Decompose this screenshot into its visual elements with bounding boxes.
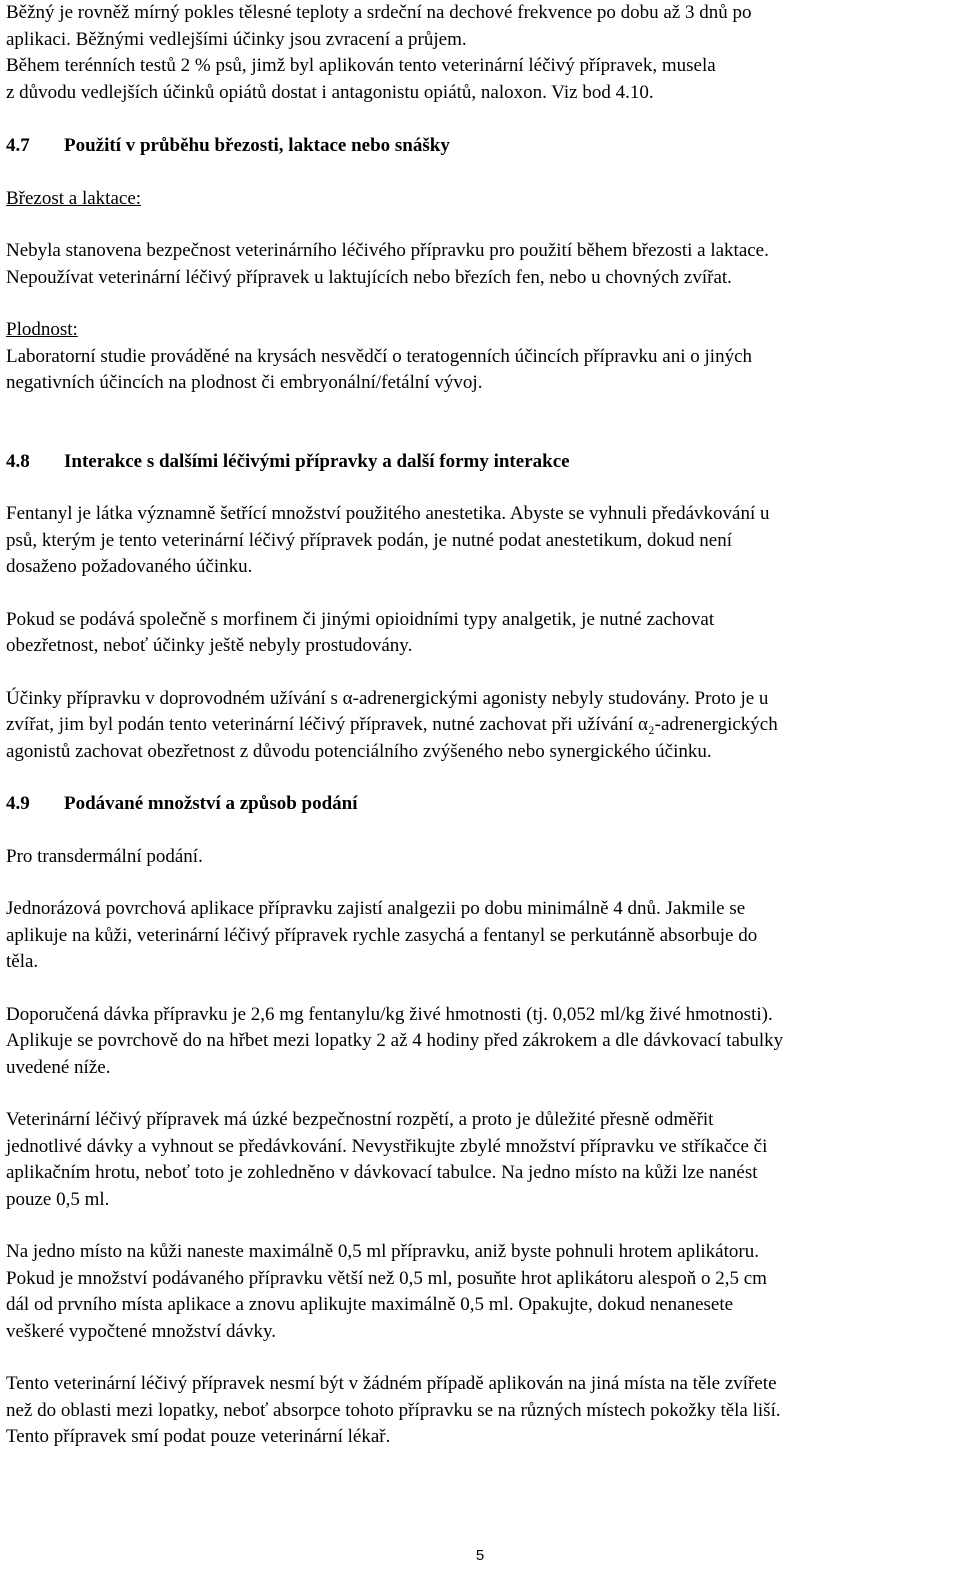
fertility-subheading: Plodnost: [6, 319, 78, 340]
paragraph-line: Veterinární léčivý přípravek má úzké bezpečnostní rozpětí, a proto je důležité přesně odměřit [6, 1109, 714, 1130]
paragraph-line: Doporučená dávka přípravku je 2,6 mg fentanylu/kg živé hmotnosti (tj. 0,052 ml/kg živé hmotnosti). [6, 1003, 773, 1025]
section-number: 4.8 [6, 450, 30, 472]
paragraph-line: těla. [6, 951, 39, 972]
dosage-paragraph-5 [6, 1239, 944, 1345]
paragraph-line: Laboratorní studie prováděné na krysách nesvědčí o teratogenních účincích přípravku ani o jiných [6, 345, 753, 367]
paragraph-line: obezřetnost, neboť účinky ještě nebyly prostudovány. [6, 635, 413, 656]
section-heading-4-7 [6, 133, 944, 160]
paragraph-line: negativních účincích na plodnost či embryonální/fetální vývoj. [6, 372, 483, 393]
intro-line: z důvodu vedlejších účinků opiátů dostat i antagonistu opiátů, naloxon. Viz bod 4.10. [6, 81, 654, 103]
dosage-paragraph-1: Pro transdermální podání. [6, 845, 203, 867]
intro-line: Běžný je rovněž mírný pokles tělesné teploty a srdeční na dechové frekvence po dobu až 3 dnů po [6, 2, 752, 23]
paragraph-line: veškeré vypočtené množství dávky. [6, 1320, 276, 1342]
intro-line: Během terénních testů 2 % psů, jimž byl aplikován tento veterinární léčivý přípravek, musela [6, 55, 716, 76]
paragraph-line: aplikuje na kůži, veterinární léčivý přípravek rychle zasychá a fentanyl se perkutánně absorbuje do [6, 924, 758, 946]
paragraph-line: Tento přípravek smí podat pouze veterinární lékař. [6, 1426, 391, 1447]
paragraph-line: jednotlivé dávky a vyhnout se předávkování. Nevystřikujte zbylé množství přípravku ve stříkačce či [6, 1135, 768, 1157]
paragraph-line: pouze 0,5 ml. [6, 1188, 110, 1210]
section-number: 4.7 [6, 135, 30, 156]
paragraph-line: Pokud je množství podávaného přípravku větší než 0,5 ml, posuňte hrot aplikátoru alespoň o 2,5 cm [6, 1267, 767, 1289]
fertility-paragraph [6, 344, 944, 397]
interaction-paragraph-1 [6, 501, 944, 581]
paragraph-line: Jednorázová povrchová aplikace přípravku zajistí analgezii po dobu minimálně 4 dnů. Jakmile se [6, 898, 746, 919]
interaction-paragraph-2 [6, 607, 944, 660]
dosage-paragraph-3 [6, 1002, 944, 1082]
section-heading-4-8 [6, 449, 944, 476]
intro-line: aplikaci. Běžnými vedlejšími účinky jsou zvracení a průjem. [6, 28, 467, 50]
paragraph-line: uvedené níže. [6, 1056, 111, 1078]
paragraph-line: Aplikuje se povrchově do na hřbet mezi lopatky 2 až 4 hodiny před zákrokem a dle dávkovací tabulky [6, 1030, 784, 1051]
paragraph-line: Nepoužívat veterinární léčivý přípravek u laktujících nebo březích fen, nebo u chovných zvířat. [6, 266, 732, 288]
paragraph-line: aplikačním hrotu, neboť toto je zohledněno v dávkovací tabulce. Na jedno místo na kůži lze nanést [6, 1162, 758, 1183]
interaction-paragraph-3 [6, 686, 944, 766]
section-title: Podávané množství a způsob podání [64, 793, 358, 814]
paragraph-line: dál od prvního místa aplikace a znovu aplikujte maximálně 0,5 ml. Opakujte, dokud nenanesete [6, 1294, 734, 1315]
intro-paragraph [6, 0, 944, 106]
paragraph-line: Na jedno místo na kůži naneste maximálně 0,5 ml přípravku, aniž byste pohnuli hrotem aplikátoru. [6, 1241, 759, 1262]
paragraph-line: Pokud se podává společně s morfinem či jinými opioidními typy analgetik, je nutné zachovat [6, 608, 715, 630]
paragraph-line: dosaženo požadovaného účinku. [6, 556, 253, 577]
dosage-paragraph-6 [6, 1371, 944, 1451]
paragraph-line: Fentanyl je látka významně šetřící množství použitého anestetika. Abyste se vyhnuli předávkování u [6, 503, 770, 524]
section-title: Interakce s dalšími léčivými přípravky a další formy interakce [64, 450, 570, 472]
section-title: Použití v průběhu březosti, laktace nebo snášky [64, 135, 450, 156]
page-number: 5 [475, 1547, 485, 1564]
paragraph-line: Účinky přípravku v doprovodném užívání s α-adrenergickými agonisty nebyly studovány. Proto je u [6, 687, 769, 709]
document-page [6, 0, 944, 1451]
paragraph-line: Tento veterinární léčivý přípravek nesmí být v žádném případě aplikován na jiná místa na těle zvířete [6, 1373, 777, 1394]
paragraph-line: než do oblasti mezi lopatky, neboť absorpce tohoto přípravku se na různých místech pokožky těla liší. [6, 1399, 781, 1421]
paragraph-line: psů, kterým je tento veterinární léčivý přípravek podán, je nutné podat anestetikum, dokud není [6, 529, 733, 551]
pregnancy-paragraph [6, 238, 944, 291]
paragraph-line: agonistů zachovat obezřetnost z důvodu potenciálního zvýšeného nebo synergického účinku. [6, 740, 712, 762]
paragraph-line: zvířat, jim byl podán tento veterinární léčivý přípravek, nutné zachovat při užívání α₂-adrenergických [6, 714, 778, 735]
section-heading-4-9 [6, 791, 944, 818]
section-number: 4.9 [6, 793, 30, 814]
paragraph-line: Nebyla stanovena bezpečnost veterinárního léčivého přípravku pro použití během březosti a laktace. [6, 240, 769, 261]
dosage-paragraph-2 [6, 896, 944, 976]
pregnancy-subheading: Březost a laktace: [6, 187, 142, 209]
dosage-paragraph-4 [6, 1107, 944, 1213]
